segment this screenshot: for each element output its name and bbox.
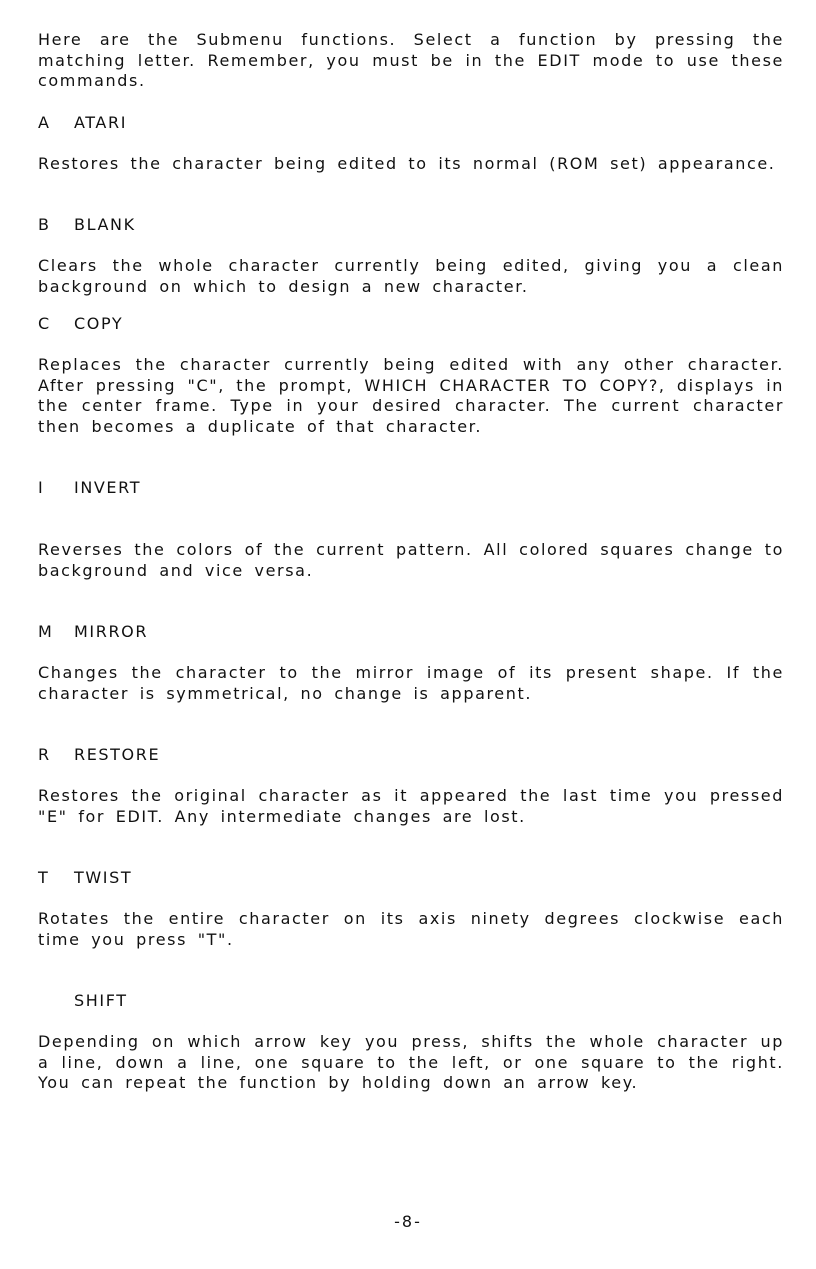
- key-letter: B: [38, 215, 51, 234]
- heading-twist: [38, 868, 784, 888]
- heading-restore: [38, 745, 784, 765]
- twist-description: Rotates the entire character on its axis ninety degrees clockwise each time you press "T".: [38, 909, 784, 949]
- heading-atari: [38, 113, 784, 133]
- heading-mirror: [38, 622, 784, 642]
- key-letter: I: [38, 478, 45, 497]
- heading-shift: [38, 991, 784, 1011]
- document-page: [38, 30, 784, 1094]
- atari-description: Restores the character being edited to its normal (ROM set) appearance.: [38, 153, 776, 173]
- function-name: BLANK: [74, 215, 136, 234]
- intro-paragraph: Here are the Submenu functions. Select a function by pressing the matching letter. Remember, you must be in the EDIT mode to use these commands.: [38, 30, 784, 90]
- mirror-description: Changes the character to the mirror image of its present shape. If the character is symmetrical, no change is apparent.: [38, 663, 784, 703]
- key-letter: A: [38, 112, 51, 132]
- function-name: SHIFT: [74, 991, 128, 1010]
- function-name: TWIST: [74, 868, 133, 887]
- heading-invert: [38, 478, 784, 498]
- key-letter: R: [38, 745, 51, 764]
- blank-description: Clears the whole character currently being edited, giving you a clean background on which to design a new character.: [38, 256, 784, 296]
- function-name: INVERT: [74, 478, 142, 497]
- key-letter: T: [38, 868, 50, 887]
- function-name: ATARI: [74, 112, 128, 132]
- heading-copy: [38, 314, 784, 334]
- copy-description: Replaces the character currently being edited with any other character. After pressing "C", the prompt, WHICH CHARACTER TO COPY?, displays in the center frame. Type in your desired character. The current character then becomes a duplicate of that character.: [38, 355, 784, 436]
- page-number: -8-: [394, 1212, 422, 1231]
- invert-description: Reverses the colors of the current pattern. All colored squares change to background and vice versa.: [38, 540, 784, 580]
- function-name: MIRROR: [74, 622, 149, 641]
- function-name: RESTORE: [74, 745, 161, 764]
- shift-description: Depending on which arrow key you press, shifts the whole character up a line, down a line, one square to the left, or one square to the right. You can repeat the function by holding down an arrow key.: [38, 1032, 784, 1092]
- key-letter: C: [38, 314, 51, 333]
- function-name: COPY: [74, 314, 124, 333]
- restore-description: Restores the original character as it appeared the last time you pressed "E" for EDIT. Any intermediate changes are lost.: [38, 786, 784, 826]
- key-letter: M: [38, 622, 54, 641]
- heading-blank: [38, 215, 784, 235]
- key-letter: [38, 991, 74, 1011]
